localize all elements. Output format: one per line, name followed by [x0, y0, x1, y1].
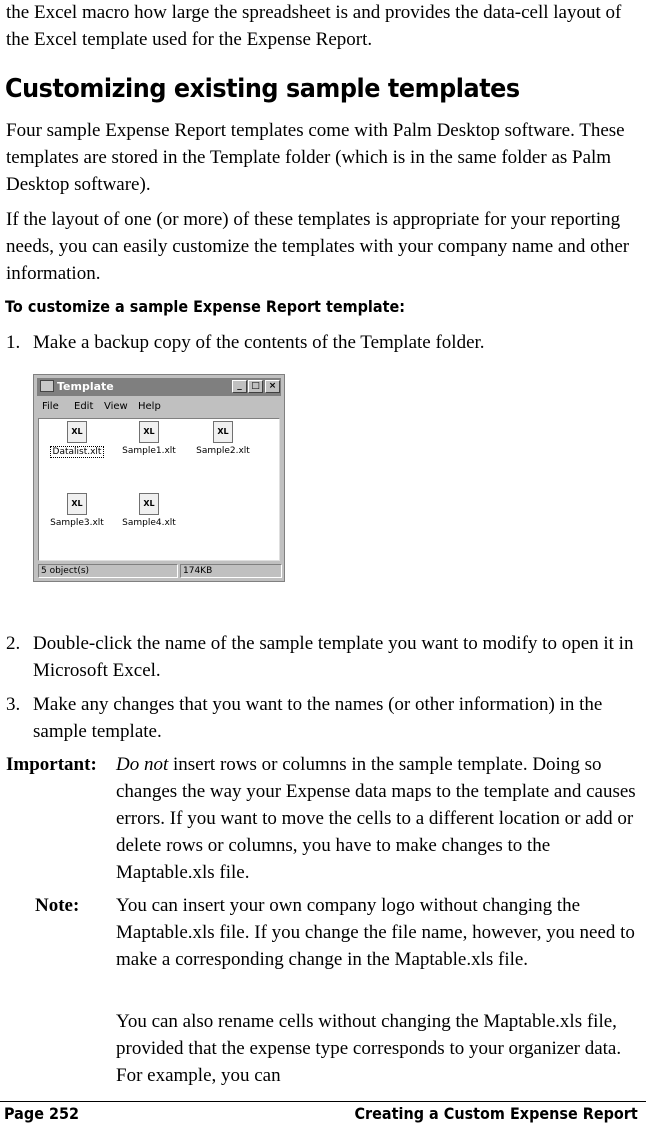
file-name: Datalist.xlt	[50, 446, 105, 458]
menu-help[interactable]: Help	[138, 401, 161, 412]
important-emphasis: Do not	[116, 754, 169, 775]
file-datalist[interactable]	[43, 421, 111, 458]
file-name: Sample4.xlt	[122, 518, 176, 528]
intro-tail-paragraph: the Excel macro how large the spreadsheet is and provides the data-cell layout of the Excel template used for the Expense Report.	[6, 2, 622, 50]
menu-view[interactable]: View	[104, 401, 128, 412]
minimize-button[interactable]: _	[232, 380, 247, 393]
important-label: Important:	[6, 754, 97, 775]
page-number: Page 252	[4, 1104, 80, 1123]
menu-file[interactable]: File	[42, 401, 59, 412]
maximize-button[interactable]: □	[248, 380, 263, 393]
intro-paragraph-templates: Four sample Expense Report templates come with Palm Desktop software. These templates are stored in the Template folder (which is in the same folder as Palm Desktop software).	[6, 120, 625, 195]
file-name: Sample2.xlt	[196, 446, 250, 456]
step-text: Double-click the name of the sample template you want to modify to open it in Microsoft Excel.	[33, 633, 634, 681]
status-size: 174KB	[180, 564, 282, 578]
footer-rule	[0, 1101, 646, 1102]
important-text: insert rows or columns in the sample template. Doing so changes the way your Expense data maps to the template and causes errors. If you want to move the cells to a different location or add or delete rows or columns, you have to make changes to the Maptable.xls file.	[116, 754, 636, 883]
status-object-count: 5 object(s)	[38, 564, 178, 578]
window-titlebar	[37, 378, 281, 396]
note-paragraph-2: You can also rename cells without changing the Maptable.xls file, provided that the expense type corresponds to your organizer data. For example, you can	[116, 1011, 622, 1086]
status-bar	[38, 564, 280, 579]
section-heading: Customizing existing sample templates	[5, 74, 520, 104]
important-body	[116, 751, 640, 886]
procedure-subheading: To customize a sample Expense Report template:	[5, 297, 405, 316]
folder-icon	[40, 380, 54, 392]
file-sample3[interactable]	[43, 493, 111, 528]
step-number: 3.	[6, 694, 21, 715]
excel-template-icon: XL	[67, 421, 87, 443]
note-label: Note:	[35, 895, 80, 916]
file-sample1[interactable]	[115, 421, 183, 456]
step-number: 1.	[6, 332, 21, 353]
excel-template-icon: XL	[139, 421, 159, 443]
customize-paragraph: If the layout of one (or more) of these templates is appropriate for your reporting needs, you can easily customize the templates with your company name and other information.	[6, 209, 630, 284]
excel-template-icon: XL	[139, 493, 159, 515]
step-number: 2.	[6, 633, 21, 654]
menu-edit[interactable]: Edit	[74, 401, 94, 412]
close-button[interactable]: ×	[265, 380, 280, 393]
file-sample4[interactable]	[115, 493, 183, 528]
excel-template-icon: XL	[67, 493, 87, 515]
step-text: Make a backup copy of the contents of the Template folder.	[33, 332, 485, 353]
file-name: Sample3.xlt	[50, 518, 104, 528]
chapter-title: Creating a Custom Expense Report	[354, 1104, 638, 1123]
note-paragraph-1: You can insert your own company logo without changing the Maptable.xls file. If you change the file name, however, you need to make a corresponding change in the Maptable.xls file.	[116, 895, 635, 970]
step-text: Make any changes that you want to the names (or other information) in the sample template.	[33, 694, 603, 742]
excel-template-icon: XL	[213, 421, 233, 443]
file-pane	[38, 418, 280, 561]
template-folder-window	[33, 374, 285, 582]
window-menubar	[40, 400, 280, 416]
file-sample2[interactable]	[189, 421, 257, 456]
file-name: Sample1.xlt	[122, 446, 176, 456]
window-title: Template	[57, 380, 114, 393]
